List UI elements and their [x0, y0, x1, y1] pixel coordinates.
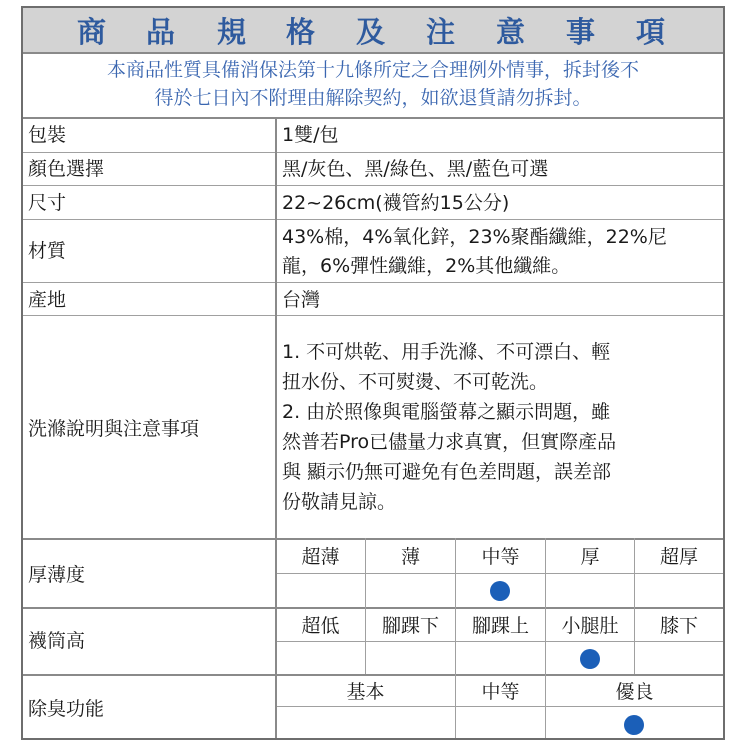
divider	[23, 219, 723, 220]
selected-dot	[490, 581, 510, 601]
label-packaging: 包裝	[28, 124, 67, 146]
care-line: 份敬請見諒。	[282, 491, 397, 513]
value-color: 黑/灰色、黑/綠色、黑/藍色可選	[282, 158, 549, 180]
title-char: 注	[426, 15, 456, 49]
care-line: 然普若Pro已儘量力求真實，但實際產品	[282, 431, 617, 453]
label-origin: 產地	[28, 289, 67, 311]
title-char: 品	[146, 15, 176, 49]
divider	[23, 607, 723, 609]
care-line: 與 顯示仍無可避免有色差問題，誤差部	[282, 461, 612, 483]
title-char: 格	[286, 15, 316, 49]
title-char: 事	[566, 15, 596, 49]
label-material: 材質	[28, 240, 67, 262]
divider	[23, 185, 723, 186]
divider	[23, 674, 723, 676]
divider	[23, 282, 723, 283]
option-height: 腳踝上	[471, 615, 529, 637]
title-bar	[23, 8, 723, 52]
divider	[23, 315, 723, 316]
value-origin: 台灣	[282, 289, 321, 311]
title-char: 規	[217, 15, 247, 49]
label-size: 尺寸	[28, 192, 67, 214]
option-deodorant: 優良	[615, 681, 654, 703]
option-thickness: 中等	[481, 546, 520, 568]
column-divider	[275, 117, 277, 738]
title-char: 項	[636, 15, 666, 49]
divider	[23, 52, 723, 54]
option-thickness: 厚	[580, 546, 600, 568]
option-height: 超低	[301, 615, 340, 637]
label-deodorant: 除臭功能	[28, 698, 105, 720]
notice-line: 得於七日內不附理由解除契約，如欲退貨請勿拆封。	[154, 87, 592, 109]
value-size: 22~26cm(襪管約15公分)	[282, 192, 510, 214]
option-deodorant: 基本	[346, 681, 385, 703]
care-line: 1. 不可烘乾、用手洗滌、不可漂白、輕	[282, 341, 611, 363]
option-height: 膝下	[659, 615, 698, 637]
label-thickness: 厚薄度	[28, 564, 86, 586]
title-char: 商	[77, 15, 107, 49]
care-line: 扭水份、不可熨燙、不可乾洗。	[282, 371, 549, 393]
divider	[23, 152, 723, 153]
title-char: 意	[496, 15, 526, 49]
divider	[276, 706, 723, 707]
value-packaging: 1雙/包	[282, 124, 339, 146]
option-thickness: 超薄	[301, 546, 340, 568]
divider	[23, 117, 723, 119]
option-thickness: 超厚	[659, 546, 698, 568]
option-thickness: 薄	[400, 546, 420, 568]
label-care: 洗滌說明與注意事項	[28, 418, 200, 440]
title-char: 及	[356, 15, 386, 49]
divider	[276, 573, 723, 574]
selected-dot	[624, 715, 644, 735]
label-sock-height: 襪筒高	[28, 630, 86, 652]
divider	[276, 641, 723, 642]
value-material-line: 43%棉，4%氧化鋅，23%聚酯纖維，22%尼	[282, 226, 667, 248]
option-height: 腳踝下	[381, 615, 439, 637]
divider	[23, 538, 723, 540]
selected-dot	[580, 649, 600, 669]
care-line: 2. 由於照像與電腦螢幕之顯示問題，雖	[282, 401, 611, 423]
value-material-line: 龍，6%彈性纖維，2%其他纖維。	[282, 255, 571, 277]
notice-line: 本商品性質具備消保法第十九條所定之合理例外情事，拆封後不	[106, 59, 639, 81]
label-color: 顏色選擇	[28, 158, 105, 180]
option-deodorant: 中等	[481, 681, 520, 703]
return-policy-notice	[23, 52, 723, 117]
option-height: 小腿肚	[561, 615, 619, 637]
